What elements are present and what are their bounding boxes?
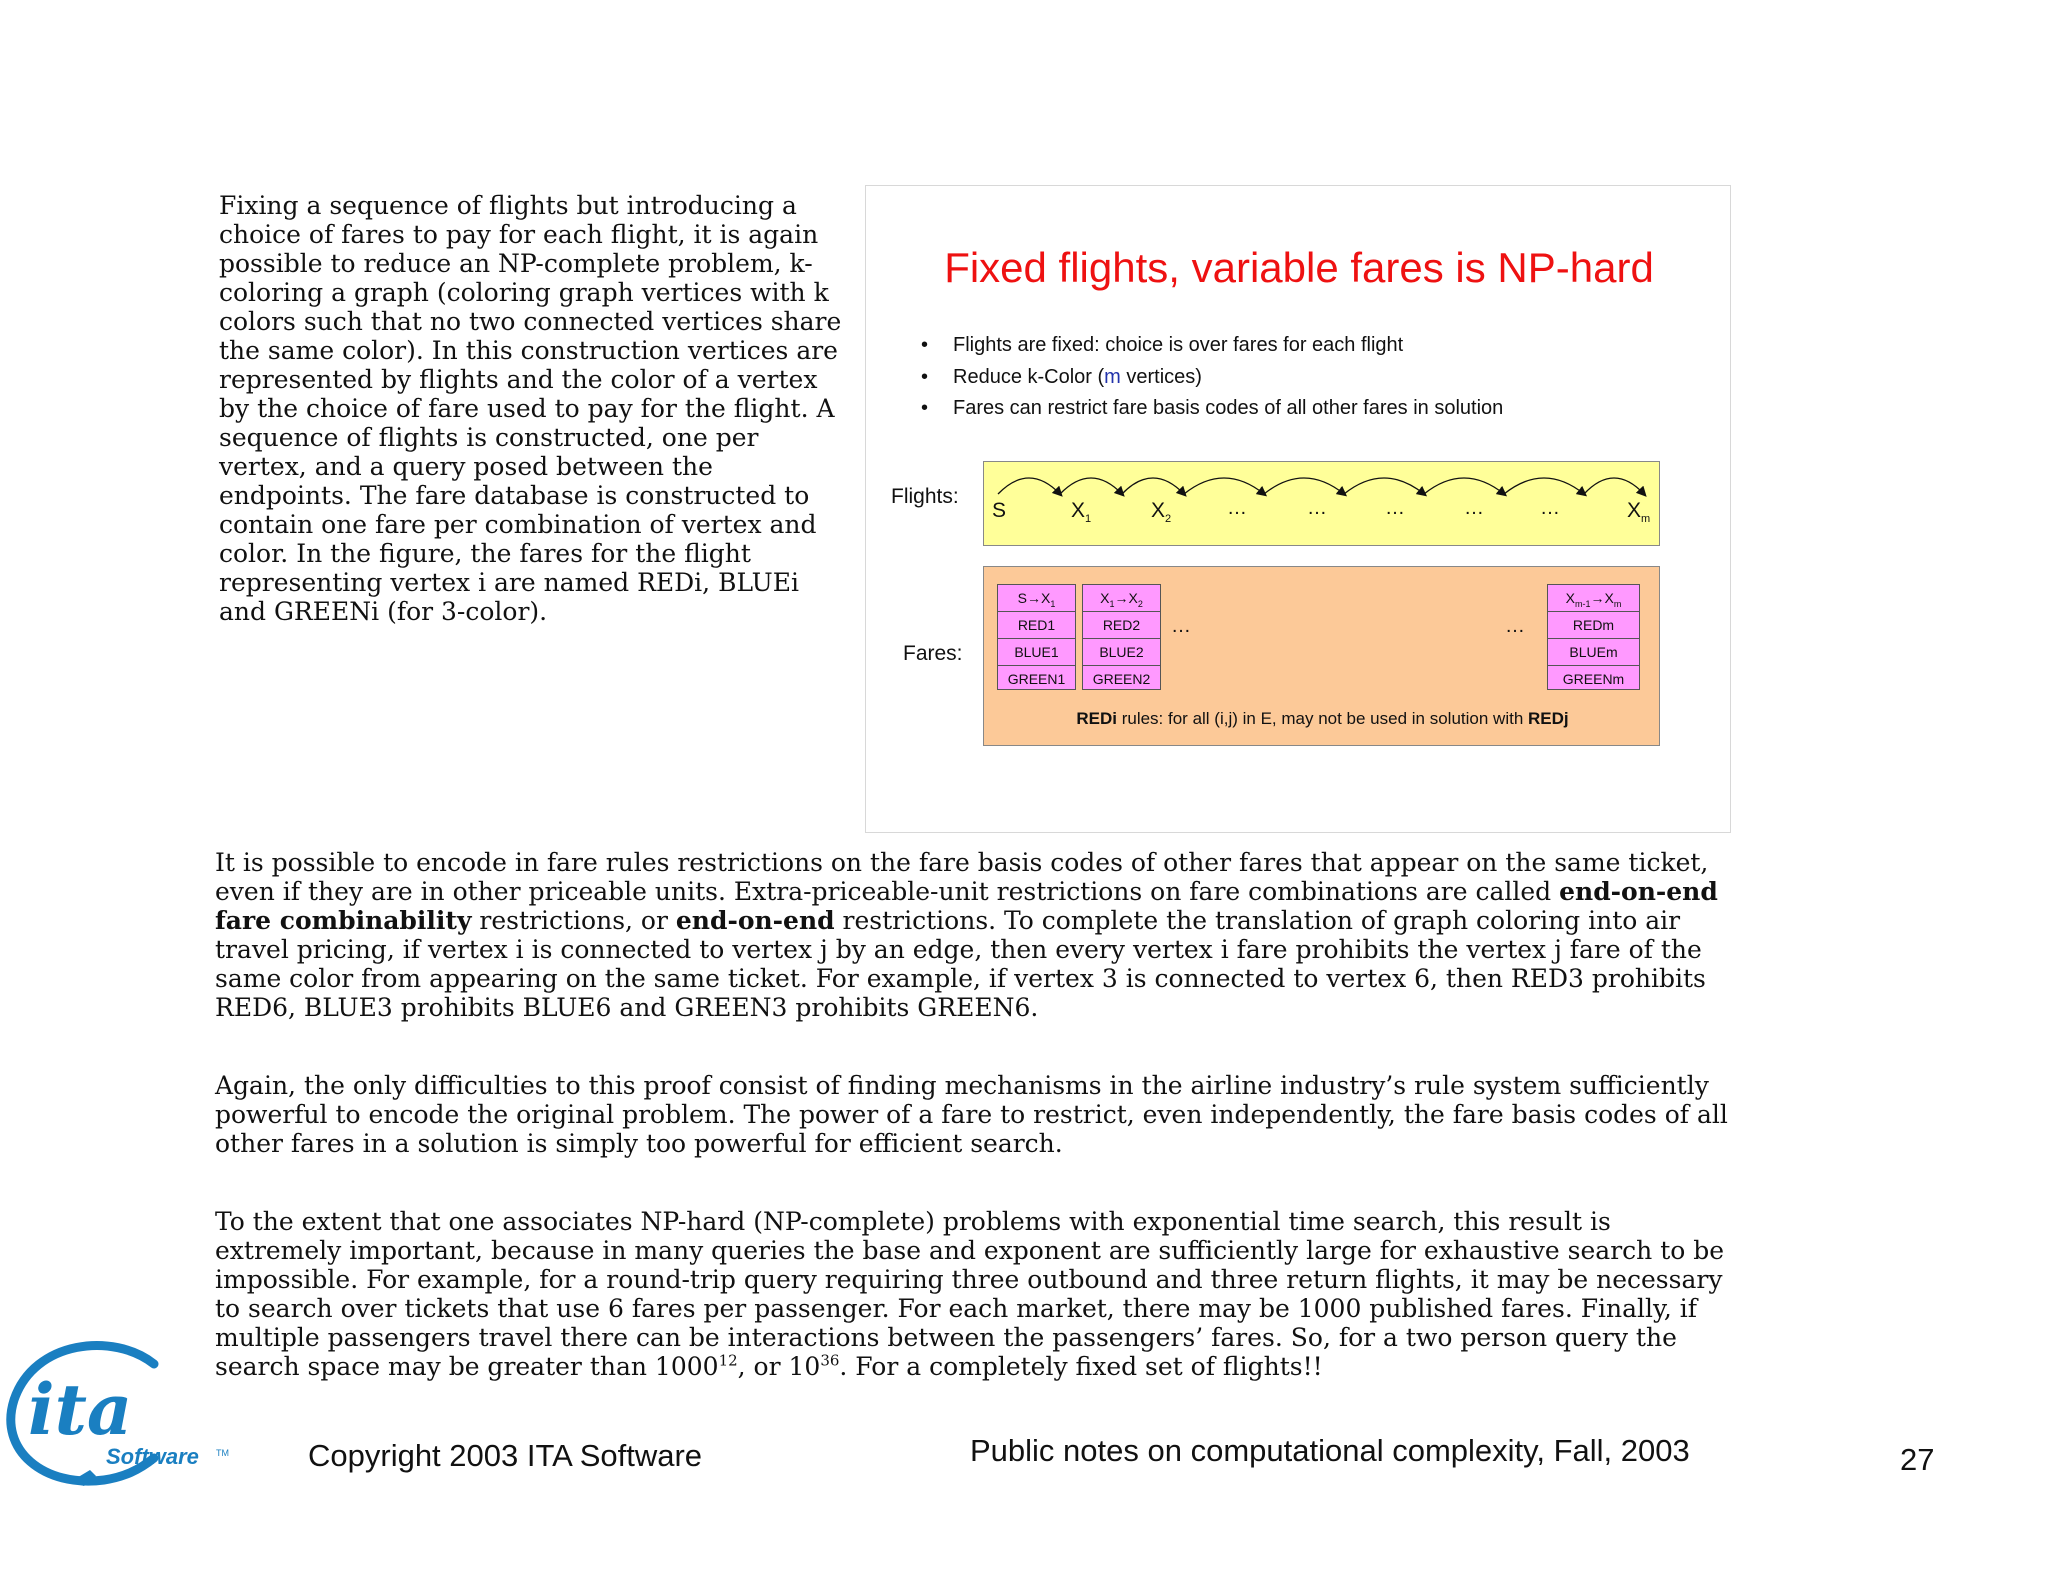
slide-figure [865,185,1731,833]
fare-column-header: $X_{m-1}\to X_m$ [1548,585,1639,612]
bullet-icon: • [921,365,929,388]
paragraph-search-space: To the extent that one associates NP-hard (NP-complete) problems with exponential time search, this result is extremely important, because in many queries the base and exponent are sufficiently large for exhaustive search to be impossible. For example, for a round-trip query requiring three outbound and three return flights, it may be necessary to search over tickets that use 6 fares per passenger. For each market, there may be 1000 published fares. Finally, if multiple passengers travel there can be interactions between the passengers’ fares. So, for a two person query the search space may be greater than 1000$^{12}$, or $10^{36}$. For a completely fixed set of flights!! [215,1207,1725,1381]
intro-paragraph [219,191,844,626]
flight-arc [1424,478,1504,494]
bullet-item [921,334,1503,366]
fare-red: REDm [1548,612,1639,639]
node-ellipsis: … [1227,497,1247,519]
node-ellipsis: … [1307,497,1327,519]
fares-row [983,566,1660,746]
fare-green: GREENm [1562,671,1625,687]
ita-software-logo [4,1330,240,1490]
flight-arc [1264,478,1344,494]
fare-green: GREEN1 [1007,671,1066,687]
node-s: S [992,499,1007,522]
footer-notes: Public notes on computational complexity, Fall, 2003 [970,1433,1690,1468]
flight-arc [1504,478,1584,494]
fares-label: Fares: [903,642,963,665]
fare-ellipsis: … [1171,615,1191,637]
node-x2: $X_2$ [1151,499,1172,526]
bullet-text: Fares can restrict fare basis codes of all other fares in solution [953,397,1504,419]
fare-blue: BLUEm [1548,639,1639,666]
flight-arc [1344,478,1424,494]
fare-blue: BLUE2 [1083,639,1160,666]
slide-bullets [921,334,1503,429]
bullet-icon: • [921,334,929,356]
fare-red: RED1 [998,612,1075,639]
page-number: 27 [1900,1442,1935,1477]
bullet-icon: • [921,397,929,419]
slide-title: Fixed flights, variable fares is NP-hard [944,244,1654,291]
logo-trademark: TM [216,1448,229,1458]
bullet-text: vertices) [1120,365,1202,388]
node-xm: $X_m$ [1627,499,1651,526]
node-ellipsis: … [1540,497,1560,519]
fare-red: RED2 [1083,612,1160,639]
flight-arc [1584,478,1644,494]
fare-ellipsis: … [1505,615,1525,637]
fare-column-header: $X_1\to X_2$ [1083,585,1160,612]
intro-text: Fixing a sequence of flights but introducing a choice of fares to pay for each flight, it is again possible to reduce an NP-complete problem, k-coloring a graph (coloring graph vertices with k colors such that no two connected vertices share the same color). In this construction vertices are represented by flights and the color of a vertex by the choice of fare used to pay for the flight. A sequence of flights is constructed, one per vertex, and a query posed between the endpoints. The fare database is constructed to contain one fare per combination of vertex and color. In the figure, the fares for the flight representing vertex i are named REDi, BLUEi and GREENi (for 3-color). [219,191,842,626]
bullet-item [921,397,1503,429]
paragraph-difficulties: Again, the only difficulties to this proof consist of finding mechanisms in the airline industry’s rule system sufficiently powerful to encode the original problem. The power of a fare to restrict, even independently, the fare basis codes of all other fares in a solution is simply too powerful for efficient search. [215,1071,1728,1158]
flight-arc [998,478,1060,494]
node-ellipsis: … [1385,497,1405,519]
flight-arc [1122,478,1184,494]
fare-green: GREEN2 [1092,671,1151,687]
fare-column-header: $S\to X_1$ [998,585,1075,612]
logo-mark: ita [28,1368,133,1451]
bullet-m-variable: m [1104,365,1121,388]
bullet-item [921,366,1503,398]
fare-rule-text: REDi rules: for all (i,j) in E, may not be used in solution with REDj [1076,709,1569,728]
fare-column-m [1547,584,1640,690]
bullet-text: Flights are fixed: choice is over fares for each flight [953,334,1404,356]
flights-row [983,461,1660,546]
footer-copyright: Copyright 2003 ITA Software [308,1438,703,1473]
flights-label: Flights: [891,485,959,508]
node-x1: $X_1$ [1071,499,1092,526]
fare-column-1 [997,584,1076,690]
logo-software: Software [106,1444,199,1469]
node-ellipsis: … [1464,497,1484,519]
flight-arc [1060,478,1122,494]
flight-arc [1184,478,1264,494]
fare-blue: BLUE1 [998,639,1075,666]
fare-column-2 [1082,584,1161,690]
bullet-text: Reduce k-Color ( [953,365,1105,388]
paragraph-end-on-end: It is possible to encode in fare rules restrictions on the fare basis codes of other fares that appear on the same ticket, even if they are in other priceable units. Extra-priceable-unit restrictions on fare combinations are called end-on-end fare combinability restrictions, or end-on-end restrictions. To complete the translation of graph coloring into air travel pricing, if vertex i is connected to vertex j by an edge, then every vertex i fare prohibits the vertex j fare of the same color from appearing on the same ticket. For example, if vertex 3 is connected to vertex 6, then RED3 prohibits RED6, BLUE3 prohibits BLUE6 and GREEN3 prohibits GREEN6. [215,848,1718,1022]
